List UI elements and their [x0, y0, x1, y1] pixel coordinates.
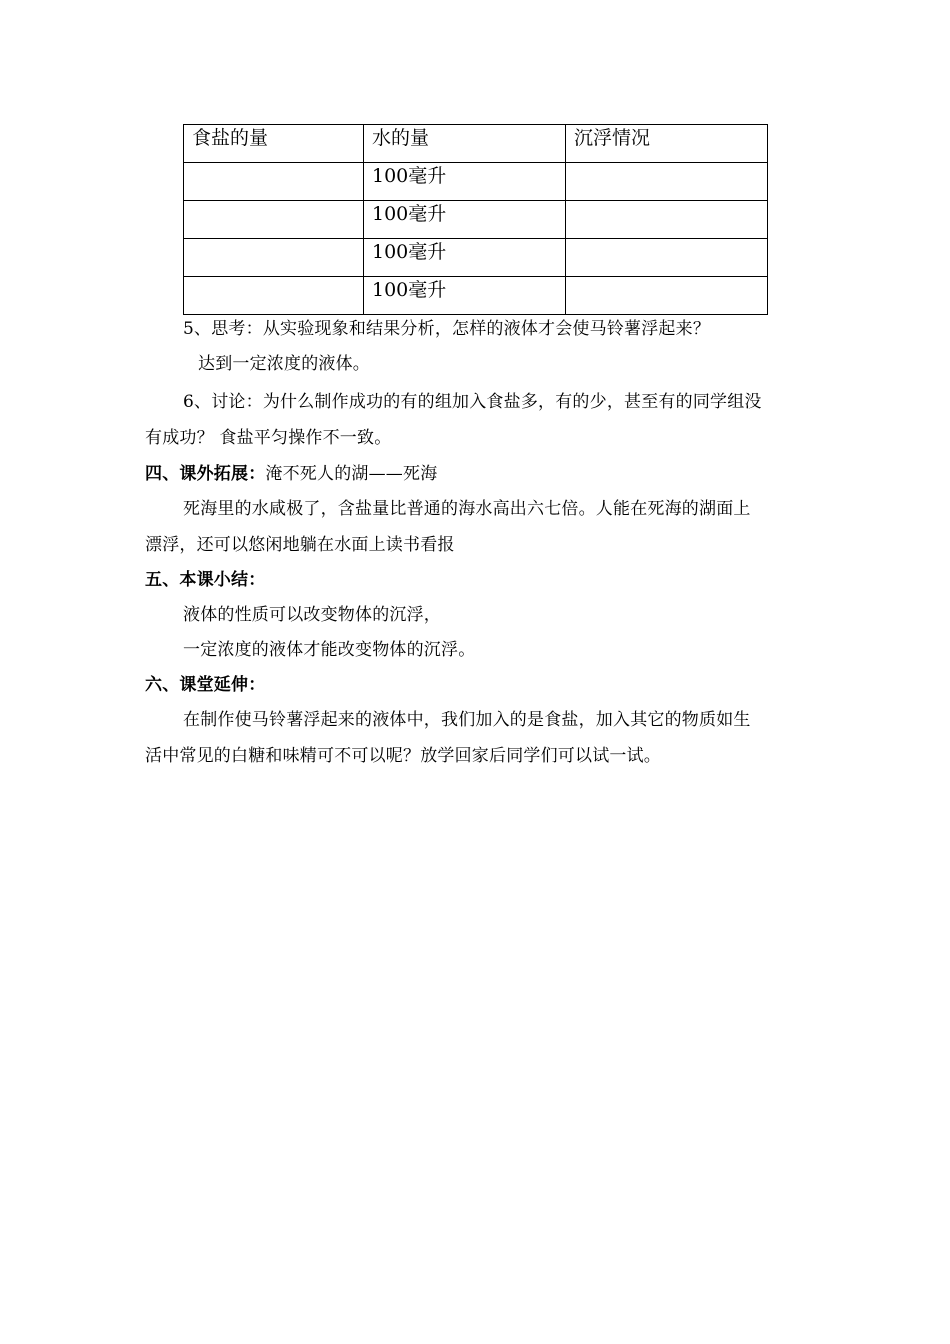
dead-sea-line-1: 死海里的水咸极了，含盐量比普通的海水高出六七倍。人能在死海的湖面上 — [183, 499, 751, 519]
extension-heading-line — [145, 462, 437, 486]
extension-heading: 四、课外拓展： — [145, 464, 266, 484]
table-cell — [184, 239, 364, 277]
table-cell: 100毫升 — [364, 163, 566, 201]
extension-class-line-1: 在制作使马铃薯浮起来的液体中，我们加入的是食盐，加入其它的物质如生 — [183, 710, 751, 730]
table-header-cell: 水的量 — [364, 125, 566, 163]
table-cell — [566, 201, 768, 239]
table-header-row — [184, 125, 768, 163]
table-cell — [184, 277, 364, 315]
table-cell: 100毫升 — [364, 277, 566, 315]
dead-sea-line-2: 漂浮，还可以悠闲地躺在水面上读书看报 — [145, 535, 455, 555]
think-question: 5、思考：从实验现象和结果分析，怎样的液体才会使马铃薯浮起来？ — [183, 319, 711, 339]
table-cell: 100毫升 — [364, 201, 566, 239]
summary-line-2: 一定浓度的液体才能改变物体的沉浮。 — [183, 640, 476, 660]
table-row — [184, 163, 768, 201]
table-cell — [184, 163, 364, 201]
extension-class-line-2: 活中常见的白糖和味精可不可以呢？放学回家后同学们可以试一试。 — [145, 746, 661, 766]
extension-title: 淹不死人的湖——死海 — [265, 464, 438, 484]
table-cell: 100毫升 — [364, 239, 566, 277]
table-row — [184, 277, 768, 315]
think-answer: 达到一定浓度的液体。 — [198, 354, 370, 374]
table-header-cell: 食盐的量 — [184, 125, 364, 163]
table-cell — [566, 239, 768, 277]
table-cell — [566, 277, 768, 315]
discussion-line-1: 6、讨论：为什么制作成功的有的组加入食盐多，有的少，甚至有的同学组没 — [183, 392, 762, 412]
discussion-line-2: 有成功？ 食盐平匀操作不一致。 — [145, 428, 392, 448]
summary-line-1: 液体的性质可以改变物体的沉浮， — [183, 605, 441, 625]
summary-heading: 五、本课小结： — [145, 570, 266, 590]
table-cell — [566, 163, 768, 201]
table-cell — [184, 201, 364, 239]
experiment-table — [183, 124, 768, 315]
extension-class-heading: 六、课堂延伸： — [145, 675, 266, 695]
table-header-cell: 沉浮情况 — [566, 125, 768, 163]
table-row — [184, 201, 768, 239]
table-row — [184, 239, 768, 277]
